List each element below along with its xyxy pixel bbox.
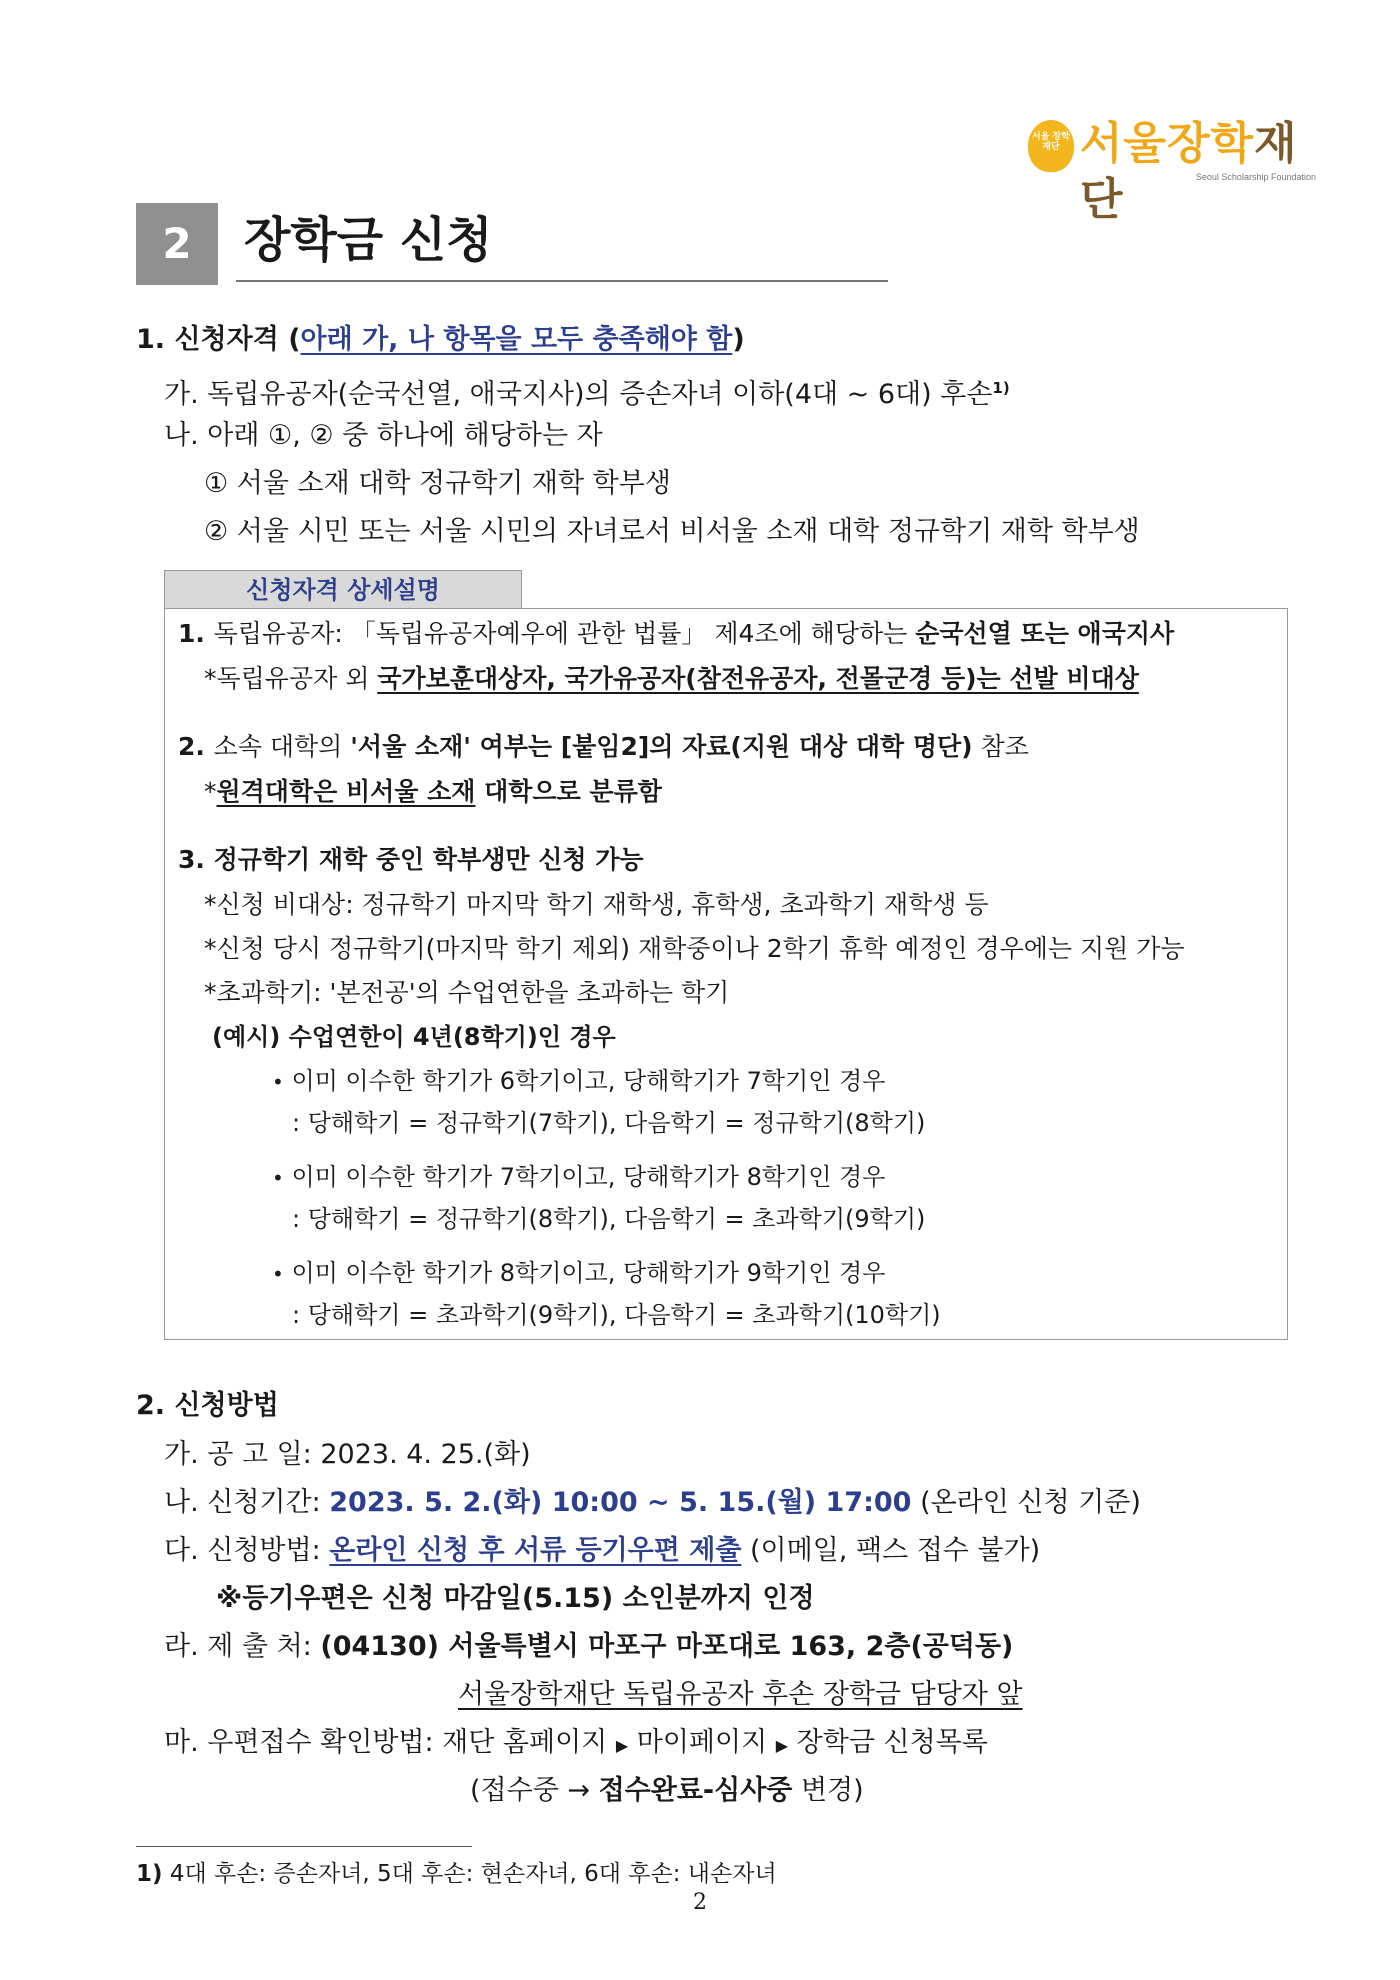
detail-2: 2. 소속 대학의 '서울 소재' 여부는 [붙임2]의 자료(지원 대상 대학 명단) 참조 — [178, 732, 1029, 761]
logo-subtitle: Seoul Scholarship Foundation — [1195, 172, 1316, 182]
logo-emblem-icon: 서울 장학 재단 — [1028, 120, 1074, 172]
detail-1-note: *독립유공자 외 국가보훈대상자, 국가유공자(참전유공자, 전몰군경 등)는 선발 비대상 — [204, 664, 1139, 693]
detail-3-title: 3. 정규학기 재학 중인 학부생만 신청 가능 — [178, 845, 644, 874]
arrow-right-icon: → — [567, 1775, 590, 1806]
detail-3-note-3: *초과학기: '본전공'의 수업연한을 초과하는 학기 — [204, 978, 730, 1007]
eligibility-item-a: 가. 독립유공자(순국선열, 애국지사)의 증손자녀 이하(4대 ~ 6대) 후손$^{1)}$ — [164, 379, 1010, 410]
eligibility-heading: 1. 신청자격 (아래 가, 나 항목을 모두 충족해야 함) — [136, 324, 745, 355]
footnote-ref: 1) — [992, 379, 1010, 397]
announce-date: 가. 공 고 일: 2023. 4. 25.(화) — [164, 1439, 531, 1470]
submit-recipient: 서울장학재단 독립유공자 후손 장학금 담당자 앞 — [458, 1679, 1023, 1710]
footnote: 1) 4대 후손: 증손자녀, 5대 후손: 현손자녀, 6대 후손: 내손자녀 — [136, 1861, 777, 1887]
page-number: 2 — [693, 1890, 707, 1915]
eligibility-item-2: ② 서울 시민 또는 서울 시민의 자녀로서 비서울 소재 대학 정규학기 재학 학부생 — [204, 516, 1140, 547]
example-case-3: • 이미 이수한 학기가 8학기이고, 당해학기가 9학기인 경우 — [272, 1259, 886, 1287]
method-heading: 2. 신청방법 — [136, 1390, 279, 1421]
eligibility-requirement-note: 아래 가, 나 항목을 모두 충족해야 함 — [300, 324, 733, 355]
example-result-1: : 당해학기 = 정규학기(7학기), 다음학기 = 정규학기(8학기) — [292, 1109, 926, 1137]
application-period: 나. 신청기간: 2023. 5. 2.(화) 10:00 ~ 5. 15.(월) 17:00 (온라인 신청 기준) — [164, 1487, 1141, 1518]
section-number: 2 — [136, 203, 218, 285]
application-method: 다. 신청방법: 온라인 신청 후 서류 등기우편 제출 (이메일, 팩스 접수 불가) — [164, 1535, 1041, 1566]
triangle-right-icon: ▶ — [615, 1736, 629, 1755]
detail-1: 1. 독립유공자: 「독립유공자예우에 관한 법률」 제4조에 해당하는 순국선열 또는 애국지사 — [178, 619, 1175, 648]
detail-3-note-1: *신청 비대상: 정규학기 마지막 학기 재학생, 휴학생, 초과학기 재학생 등 — [204, 890, 989, 919]
example-case-2: • 이미 이수한 학기가 7학기이고, 당해학기가 8학기인 경우 — [272, 1163, 886, 1191]
example-result-3: : 당해학기 = 초과학기(9학기), 다음학기 = 초과학기(10학기) — [292, 1301, 941, 1329]
receipt-check-method: 마. 우편접수 확인방법: 재단 홈페이지 ▶ 마이페이지 ▶ 장학금 신청목록 — [164, 1727, 988, 1758]
details-box-tab: 신청자격 상세설명 — [164, 570, 522, 609]
triangle-right-icon: ▶ — [775, 1736, 789, 1755]
detail-2-note: *원격대학은 비서울 소재 대학으로 분류함 — [204, 777, 662, 806]
receipt-status-change: (접수중 → 접수완료-심사중 변경) — [470, 1775, 864, 1806]
eligibility-item-b: 나. 아래 ①, ② 중 하나에 해당하는 자 — [164, 420, 603, 451]
eligibility-item-1: ① 서울 소재 대학 정규학기 재학 학부생 — [204, 468, 671, 499]
submit-address: 라. 제 출 처: (04130) 서울특별시 마포구 마포대로 163, 2층(공덕동) — [164, 1631, 1014, 1662]
detail-3-example: (예시) 수업연한이 4년(8학기)인 경우 — [212, 1023, 616, 1051]
detail-3-note-2: *신청 당시 정규학기(마지막 학기 제외) 재학중이나 2학기 휴학 예정인 경우에는 지원 가능 — [204, 934, 1185, 963]
logo-wordmark: 서울장학재단 — [1080, 118, 1298, 225]
foundation-logo — [1028, 112, 1318, 225]
postmark-note: ※등기우편은 신청 마감일(5.15) 소인분까지 인정 — [216, 1583, 815, 1614]
footnote-rule — [136, 1846, 472, 1847]
section-title-rule — [236, 280, 888, 282]
section-title: 장학금 신청 — [244, 212, 493, 268]
example-result-2: : 당해학기 = 정규학기(8학기), 다음학기 = 초과학기(9학기) — [292, 1205, 926, 1233]
example-case-1: • 이미 이수한 학기가 6학기이고, 당해학기가 7학기인 경우 — [272, 1067, 886, 1095]
